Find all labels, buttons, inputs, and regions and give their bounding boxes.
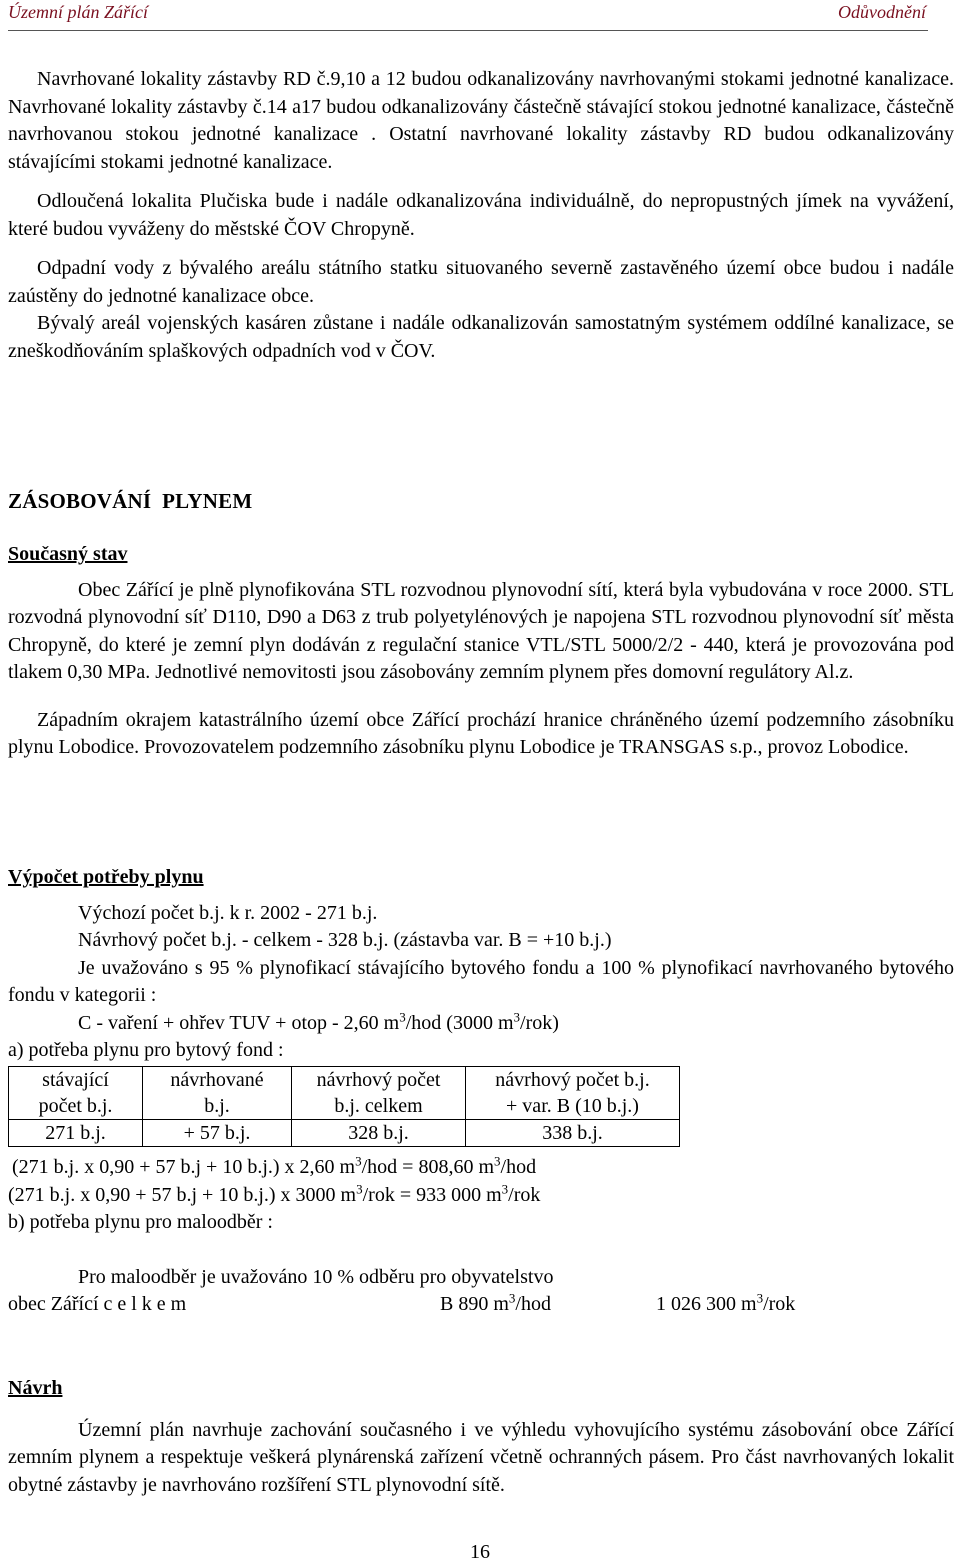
proposal-heading: Návrh	[8, 1377, 63, 1399]
intro-text	[8, 66, 954, 365]
calc-line-initial: Výchozí počet b.j. k r. 2002 - 271 b.j.	[78, 901, 378, 924]
table-cell: 328 b.j.	[292, 1120, 466, 1147]
calc-total-name: obec Zářící c e l k e m	[8, 1293, 187, 1315]
calc-hourly-result: (271 b.j. x 0,90 + 57 b.j + 10 b.j.) x 2,60 $m^3$/hod = 808,60 $m^3$/hod	[12, 1153, 537, 1178]
calculation-heading: Výpočet potřeby plynu	[8, 866, 204, 888]
calc-yearly-result: (271 b.j. x 0,90 + 57 b.j + 10 b.j.) x 3000 $m^3$/rok = 933 000 $m^3$/rok	[8, 1180, 541, 1206]
table-header-cell: návrhový počet b.j. celkem	[292, 1067, 466, 1120]
table-header-cell: návrhový počet b.j. + var. B (10 b.j.)	[466, 1067, 680, 1120]
calc-label-b: b) potřeba plynu pro maloodběr :	[8, 1211, 273, 1233]
calc-results	[8, 1154, 954, 1291]
table-cell: + 57 b.j.	[143, 1120, 292, 1147]
header-section: Odůvodnění	[838, 2, 926, 22]
gas-demand-table	[8, 1066, 680, 1147]
table-header-cell: návrhované b.j.	[143, 1067, 292, 1120]
calc-small-consumption-note: Pro maloodběr je uvažováno 10 % odběru pro obyvatelstvo	[78, 1265, 554, 1288]
calc-formula-category: C - vaření + ohřev TUV + otop - 2,60 $m^3$/hod (3000 $m^3/rok$)	[78, 1008, 559, 1034]
calc-total-hourly: B 890 $m^3$/hod	[440, 1290, 551, 1315]
section-title: ZÁSOBOVÁNÍ PLYNEM	[8, 489, 253, 513]
calc-line-proposed: Návrhový počet b.j. - celkem - 328 b.j. (zástavba var. B = +10 b.j.)	[78, 929, 612, 951]
table-row	[9, 1120, 680, 1147]
proposal-paragraph: Územní plán navrhuje zachování současného i ve výhledu vyhovujícího systému zásobování obce Zářící zemním plynem a respektuje veškerá plynárenská zařízení včetně ochranných pásem. Pro část navrhovaných lokalit obytné zástavby je navrhováno rozšíření STL plynovodní sítě.	[8, 1418, 954, 1496]
current-state-paragraph-2: Západním okrajem katastrálního území obce Zářící prochází hranice chráněného území podzemního zásobníku plynu Lobodice. Provozovatelem podzemního zásobníku plynu Lobodice je TRANSGAS s.p., provoz Lobodice.	[8, 708, 954, 758]
current-state-heading: Současný stav	[8, 543, 128, 565]
table-header-cell: stávající počet b.j.	[9, 1067, 143, 1120]
intro-paragraph-4: Bývalý areál vojenských kasáren zůstane i nadále odkanalizován samostatným systémem oddílné kanalizace, se zneškodňováním splaškových odpadních vod v ČOV.	[8, 312, 954, 362]
calc-line-assumption: Je uvažováno s 95 % plynofikací stávajícího bytového fondu a 100 % plynofikací navrhovaného bytového fondu v kategorii :	[8, 956, 954, 1006]
intro-paragraph-3: Odpadní vody z bývalého areálu státního statku situovaného severně zastavěného území obce budou i nadále zaústěny do jednotné kanalizace obce.	[8, 257, 954, 307]
page-number: 16	[470, 1541, 490, 1563]
calc-total-yearly: 1 026 300 $m^3$/rok	[656, 1290, 796, 1315]
header-rule	[8, 30, 928, 31]
calculation-section	[8, 864, 954, 1065]
table-header-row	[9, 1067, 680, 1120]
table-cell: 271 b.j.	[9, 1120, 143, 1147]
table-cell: 338 b.j.	[466, 1120, 680, 1147]
intro-paragraph-1: Navrhované lokality zástavby RD č.9,10 a 12 budou odkanalizovány navrhovanými stokami jednotné kanalizace. Navrhované lokality zástavby č.14 a17 budou odkanalizovány částečně stávající stokou jednotné kanalizace, částečně navrhovanou stokou jednotné kanalizace . Ostatní navrhované lokality zástavby RD budou odkanalizovány stávajícími stokami jednotné kanalizace.	[8, 68, 954, 173]
current-state-section	[8, 541, 954, 762]
proposal-section	[8, 1375, 954, 1499]
calc-label-a: a) potřeba plynu pro bytový fond :	[8, 1039, 284, 1061]
header-doc-title: Územní plán Zářící	[8, 2, 149, 22]
intro-paragraph-2: Odloučená lokalita Plučiska bude i nadále odkanalizována individuálně, do nepropustných jímek na vyvážení, které budou vyváženy do městské ČOV Chropyně.	[8, 190, 954, 240]
current-state-paragraph-1: Obec Zářící je plně plynofikována STL rozvodnou plynovodní sítí, která byla vybudována v roce 2000. STL rozvodná plynovodní síť D110, D90 a D63 z trub polyetylénových je napojena STL rozvodnou plynovodní síť města Chropyně, do které je zemní plyn dodáván z regulační stanice VTL/STL 5000/2/2 - 440, která je provozována pod tlakem 0,30 MPa. Jednotlivé nemovitosti jsou zásobovány zemním plynem přes domovní regulátory Al.z.	[8, 578, 954, 683]
